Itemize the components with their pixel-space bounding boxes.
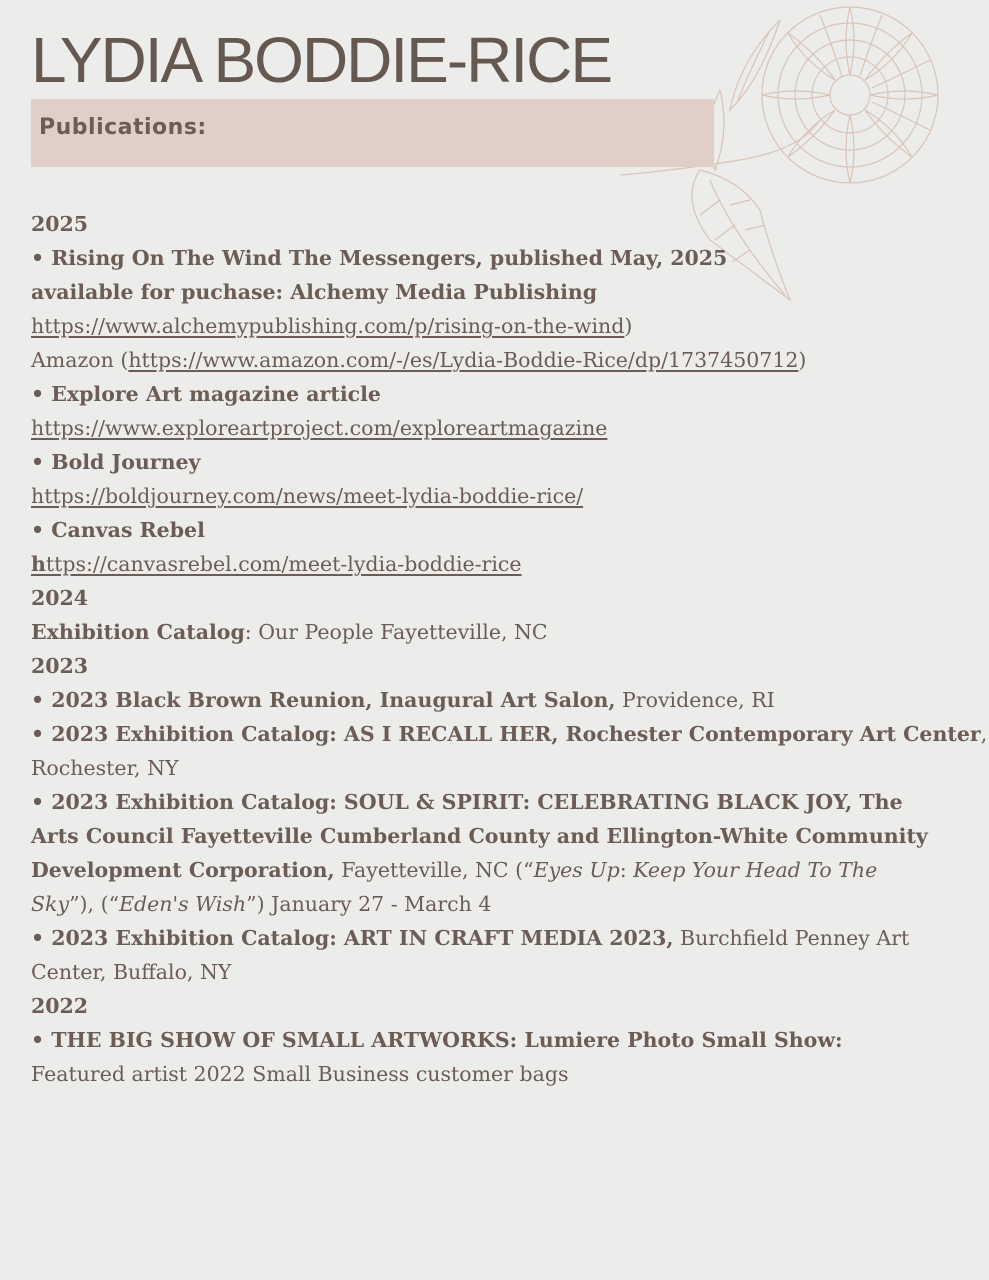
entry-title: • 2023 Exhibition Catalog: AS I RECALL HER, Rochester Contemporary Art Center (31, 722, 981, 746)
explore-art-link[interactable]: https://www.exploreartproject.com/exploreartmagazine (31, 416, 608, 440)
pub-link-line (31, 309, 931, 343)
entry-text: ”), (“ (69, 892, 120, 916)
entry-text: Burchfield Penney Art Center, Buffalo, NY (31, 926, 910, 984)
page-title: LYDIA BODDIE-RICE (31, 24, 612, 96)
paren-close: ) (798, 348, 807, 372)
pub-entry (31, 615, 931, 649)
pub-entry-cont: Rochester, NY (31, 756, 179, 780)
alchemy-link[interactable]: https://www.alchemypublishing.com/p/rising-on-the-wind (31, 314, 625, 338)
pub-link-line (31, 547, 931, 581)
artwork-title: Eyes Up (533, 858, 620, 882)
pub-link-line (31, 479, 931, 513)
pub-title-explore: • Explore Art magazine article (31, 382, 381, 406)
link-rest: ttps://canvasrebel.com/meet-lydia-boddie-rice (45, 552, 522, 576)
year-heading: 2022 (31, 994, 89, 1018)
catalog-label: Exhibition Catalog (31, 620, 245, 644)
entry-text: Fayetteville, NC (“ (334, 858, 534, 882)
entry-title: • 2023 Black Brown Reunion, Inaugural Art Salon, (31, 688, 616, 712)
amazon-link[interactable]: https://www.amazon.com/-/es/Lydia-Boddie-Rice/dp/1737450712 (128, 348, 799, 372)
pub-entry (31, 1023, 931, 1091)
pub-link-line (31, 411, 931, 445)
pub-availability: available for puchase: Alchemy Media Publishing (31, 280, 598, 304)
pub-link-line (31, 343, 931, 377)
year-heading: 2023 (31, 654, 89, 678)
pub-title-bold-journey: • Bold Journey (31, 450, 201, 474)
entry-text: ”) January 27 - March 4 (246, 892, 492, 916)
chrysanthemum-bloom (762, 7, 938, 183)
entry-comma: , (980, 722, 988, 746)
entry-text: : (619, 858, 634, 882)
entry-title: • 2023 Exhibition Catalog: ART IN CRAFT MEDIA 2023, (31, 926, 674, 950)
entry-text: Providence, RI (615, 688, 775, 712)
section-heading: Publications: (39, 115, 207, 140)
catalog-text: : Our People Fayetteville, NC (244, 620, 548, 644)
pub-entry (31, 717, 988, 751)
pub-entry (31, 921, 931, 989)
paren-close: ) (624, 314, 633, 338)
entry-title: • THE BIG SHOW OF SMALL ARTWORKS: Lumiere Photo Small Show: (31, 1028, 843, 1052)
artwork-title: Eden's Wish (119, 892, 247, 916)
year-heading: 2025 (31, 212, 89, 236)
pub-entry (31, 683, 931, 717)
entry-title: • 2023 Exhibition Catalog: SOUL & SPIRIT: CELEBRATING BLACK JOY, The Arts Council Fayetteville Cumberland County and Ellington-White Community Development Corporation, (31, 790, 928, 882)
link-first-letter: h (31, 552, 46, 576)
pub-title-canvas-rebel: • Canvas Rebel (31, 518, 205, 542)
publications-list (31, 207, 988, 1091)
pub-entry (31, 785, 931, 921)
year-heading: 2024 (31, 586, 89, 610)
artwork-title: Keep Your Head To The Sky (31, 858, 878, 916)
pub-title-rising: • Rising On The Wind The Messengers, published May, 2025 (31, 246, 728, 270)
section-banner (31, 99, 714, 167)
canvas-rebel-link[interactable] (31, 552, 522, 576)
amazon-label: Amazon ( (31, 348, 129, 372)
entry-text: Featured artist 2022 Small Business customer bags (31, 1062, 569, 1086)
bold-journey-link[interactable]: https://boldjourney.com/news/meet-lydia-boddie-rice/ (31, 484, 584, 508)
